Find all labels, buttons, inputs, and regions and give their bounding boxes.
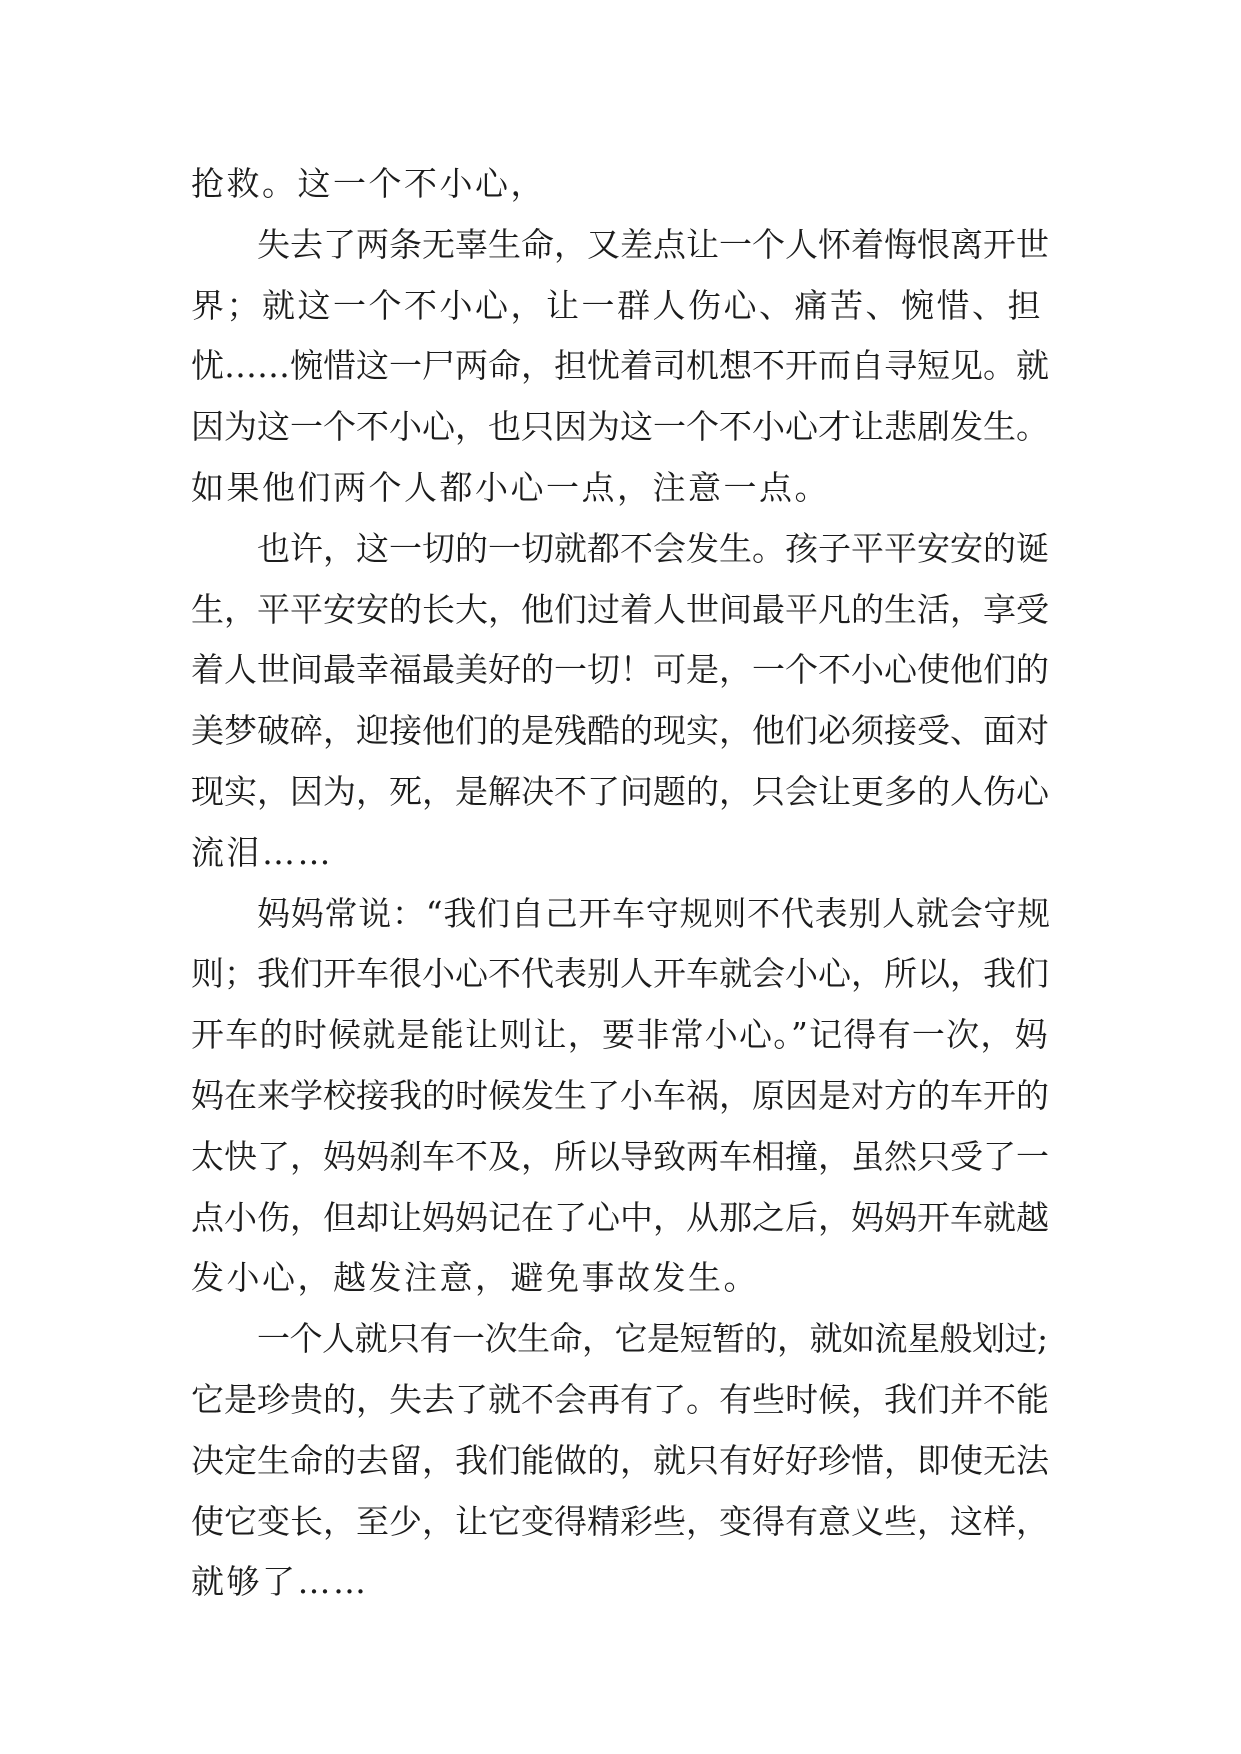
text-line: 妈妈常说：“我们自己开车守规则不代表别人就会守规	[257, 893, 1051, 933]
text-line: 生，平平安安的长大，他们过着人世间最平凡的生活，享受	[191, 589, 1049, 629]
text-line: 界；就这一个不小心，让一群人伤心、痛苦、惋惜、担	[191, 285, 1043, 325]
text-line: 着人世间最幸福最美好的一切！可是，一个不小心使他们的	[191, 650, 1049, 690]
text-line: 失去了两条无辜生命，又差点让一个人怀着悔恨离开世	[257, 224, 1049, 264]
text-line: 则；我们开车很小心不代表别人开车就会小心，所以，我们	[191, 954, 1049, 994]
text-line: 开车的时候就是能让则让，要非常小心。”记得有一次，妈	[191, 1015, 1049, 1055]
text-line: 流泪……	[191, 832, 333, 872]
text-line: 妈在来学校接我的时候发生了小车祸，原因是对方的车开的	[191, 1075, 1049, 1115]
text-line: 忧……惋惜这一尸两命，担忧着司机想不开而自寻短见。就	[191, 346, 1049, 386]
text-line: 美梦破碎，迎接他们的是残酷的现实，他们必须接受、面对	[191, 711, 1049, 751]
text-line: 发小心，越发注意，避免事故发生。	[191, 1258, 759, 1298]
text-line: 因为这一个不小心，也只因为这一个不小心才让悲剧发生。	[191, 407, 1049, 447]
text-line: 点小伤，但却让妈妈记在了心中，从那之后，妈妈开车就越	[191, 1197, 1049, 1237]
text-line: 就够了……	[191, 1562, 369, 1602]
text-line: 决定生命的去留，我们能做的，就只有好好珍惜，即使无法	[191, 1440, 1049, 1480]
text-line: 现实，因为，死，是解决不了问题的，只会让更多的人伤心	[191, 771, 1049, 811]
text-line: 一个人就只有一次生命，它是短暂的，就如流星般划过;	[257, 1319, 1048, 1359]
text-line: 也许，这一切的一切就都不会发生。孩子平平安安的诞	[257, 528, 1049, 568]
text-line: 使它变长，至少，让它变得精彩些，变得有意义些，这样，	[191, 1501, 1049, 1541]
text-line: 如果他们两个人都小心一点，注意一点。	[191, 467, 830, 507]
text-line: 它是珍贵的，失去了就不会再有了。有些时候，我们并不能	[191, 1379, 1049, 1419]
text-line: 抢救。这一个不小心，	[191, 164, 546, 203]
text-line: 太快了，妈妈刹车不及，所以导致两车相撞，虽然只受了一	[191, 1136, 1049, 1176]
body-text	[191, 154, 1051, 1613]
